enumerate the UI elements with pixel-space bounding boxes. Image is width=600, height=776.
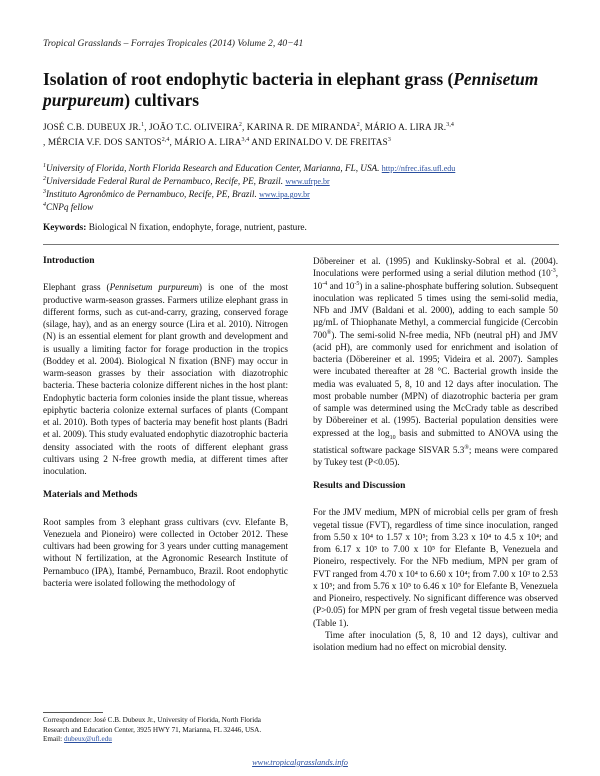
- affiliation: $^4$CNPq fellow: [43, 201, 94, 212]
- section-heading-introduction: Introduction: [43, 256, 95, 266]
- right-column: [313, 255, 558, 653]
- affiliation: $^1$University of Florida, North Florida Research and Education Center, Marianna, FL, USA. http://nfrec.ifas.ufl.edu: [43, 162, 456, 173]
- journal-website-link[interactable]: www.tropicalgrasslands.info: [252, 758, 348, 767]
- email-link[interactable]: dubeux@ufl.edu: [63, 735, 112, 744]
- affiliation-link[interactable]: www.ufrpe.br: [285, 177, 330, 186]
- affiliation-link[interactable]: www.ipa.gov.br: [259, 190, 310, 199]
- journal-header: Tropical Grasslands – Forrajes Tropicales (2014) Volume 2, 40−41: [43, 38, 304, 49]
- left-column: [43, 255, 288, 589]
- divider: [43, 244, 559, 245]
- section-heading-results: Results and Discussion: [313, 481, 406, 492]
- paper-title: Isolation of root endophytic bacteria in elephant grass (Pennisetum purpureum) cultivars: [43, 69, 539, 110]
- affiliations: [43, 162, 563, 213]
- methods-paragraph-continued: Döbereiner et al. (1995) and Kuklinsky-Sobral et al. (2004). Inoculations were performed using a serial dilution method ($10^{-3}$, $10^{-4}$ and $10^{-5}$) in a saline-phosphate buffering solution. Subsequent inoculation was replicated 5 times using the semi-solid media, NFb and JMV (Baldani et al. 2000), adding to each sample 50 µg/mL of Thiophanate Methyl, a commercial fungicide (Cercobin 700®). The semi-solid N-free media, NFb (neutral pH) and JMV (acid pH), are commonly used for enrichment and isolation of bacteria (Döbereiner et al. 1995; Videira et al. 2007). Samples were incubated thereafter at 28 °C. Bacterial growth inside the media was evaluated 5, 8, 10 and 12 days after inoculation. The most probable number (MPN) of diazotrophic bacteria per gram of sample was determined using the McCrady table as described by Döbereiner et al. (1995). Bacterial population densities were expressed at the $\log_{10}$ basis and submitted to ANOVA using the statistical software package SISVAR 5.3®; means were compared by Tukey test (P<0.05).: [313, 256, 559, 467]
- results-paragraph: For the JMV medium, MPN of microbial cells per gram of fresh vegetal tissue (FVT), regardless of time since inoculation, ranged from 5.50 x 10⁴ to 1.57 x 10⁵; from 3.23 x 10⁴ to 4.5 x 10⁴; and from 6.17 x 10⁵ to 7.00 x 10⁵ for Elefante B, Venezuela and Pioneiro, respectively. For the NFb medium, MPN per gram of FVT ranged from 4.70 x 10⁴ to 6.60 x 10⁴; from 7.00 x 10³ to 2.53 x 10⁵; and from 5.76 x 10⁵ to 6.46 x 10⁵ for Elefante B, Venezuela and Pioneiro, respectively. No significant difference was observed (P>0.05) for MPN per gram of fresh vegetal tissue between media (Table 1).: [313, 507, 558, 628]
- section-heading-methods: Materials and Methods: [43, 490, 138, 501]
- affiliation-link[interactable]: http://nfrec.ifas.ufl.edu: [381, 164, 456, 173]
- keywords: Keywords: Biological N fixation, endophyte, forage, nutrient, pasture.: [43, 223, 307, 233]
- results-paragraph: Time after inoculation (5, 8, 10 and 12 days), cultivar and isolation medium had no effect on microbial density.: [313, 629, 558, 653]
- correspondence-footnote: Correspondence: José C.B. Dubeux Jr., University of Florida, North Florida Research and Education Center, 3925 HWY 71, Marianna, FL 32446, USA. Email: dubeux@ufl.edu: [43, 716, 262, 744]
- author-list: JOSÉ C.B. DUBEUX JR.$^1$, JOÃO T.C. OLIVEIRA$^2$, KARINA R. DE MIRANDA$^2$, MÁRIO A. LIRA JR.$^{3,4}$ , MÉRCIA V.F. DOS SANTOS$^{2,4}$, MÁRIO A. LIRA$^{3,4}$ AND ERINALDO V. DE FREITAS$^3$: [43, 121, 455, 148]
- introduction-paragraph: Elephant grass (Pennisetum purpureum) is one of the most productive warm-season grasses. Farmers utilize elephant grass in different forms, such as cut-and-carry, grazing, conserved forage (silage, hay), and as an energy source (Lira et al. 2010). Nitrogen (N) is an essential element for plant growth and development and is usually a limiting factor for forage production in the tropics (Boddey et al. 2004). Biological N fixation (BNF) may occur in warm-season grasses by their association with diazotrophic bacteria. These bacteria colonize different niches in the host plant: Endophytic bacteria form colonies inside the plant tissue, whereas epiphytic bacteria colonize external surfaces of plants (Compant et al. 2010). Both types of bacteria may benefit host plants (Badri et al. 2009). This study evaluated endophytic diazotrophic bacteria density associated with the roots of different elephant grass cultivars using 2 N-free growth media, at different times after inoculation.: [43, 282, 288, 476]
- methods-paragraph: Root samples from 3 elephant grass cultivars (cvv. Elefante B, Venezuela and Pioneiro) were collected in October 2012. These cultivars had been growing for 3 years under cutting management without N fertilization, at the Agronomic Research Institute of Pernambuco (IPA), Itambé, Pernambuco, Brazil. Root endophytic bacteria were isolated following the methodology of: [43, 516, 288, 588]
- affiliation: $^2$Universidade Federal Rural de Pernambuco, Recife, PE, Brazil. www.ufrpe.br: [43, 175, 330, 186]
- affiliation: $^3$Instituto Agronômico de Pernambuco, Recife, PE, Brazil. www.ipa.gov.br: [43, 188, 310, 199]
- footnote-divider: [43, 712, 103, 713]
